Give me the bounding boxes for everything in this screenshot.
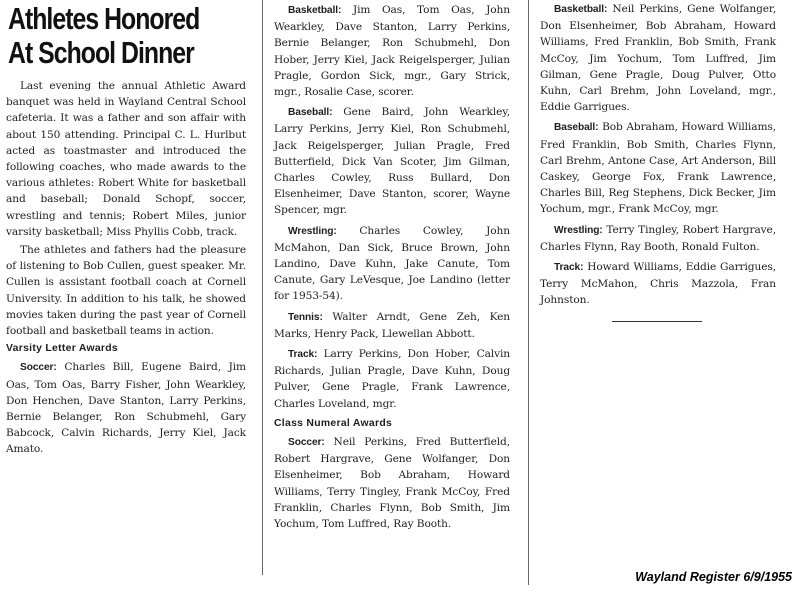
intro-paragraph: The athletes and fathers had the pleasure of listening to Bob Cullen, guest speaker. Mr. Cullen is assistant football coach at Cornell University. In addition to his talk, he showed movies taken during the past year of Cornell football and basketball teams in action. bbox=[6, 244, 246, 338]
column-1 bbox=[6, 0, 246, 462]
award-names: Neil Perkins, Fred Butterfield, Robert Hargrave, Gene Wolfanger, Don Elsenheimer, Bob Abraham, Howard Williams, Terry Tingley, Frank McCoy, Fred Franklin, Charles Flynn, Bob Smith, Jim Yochum, Tom Luffred, Ray Booth. bbox=[274, 436, 510, 531]
award-section-varsity-basketball bbox=[274, 2, 510, 100]
end-rule bbox=[612, 321, 702, 322]
award-sport: Basketball: bbox=[554, 4, 608, 15]
award-section-numeral-soccer bbox=[274, 434, 510, 532]
award-sport: Tennis: bbox=[288, 311, 323, 323]
award-sport: Soccer: bbox=[20, 362, 57, 374]
award-names: Gene Baird, John Wearkley, Larry Perkins, Jerry Kiel, Ron Schubmehl, Jack Reigelsperger, Julian Pragle, Fred Butterfield, Dick Van Scoter, Jim Gilman, Charles Cowley, Russ Bullard, Don Elsenheimer, Dave Stanton, scorer, Wayne Spencer, mgr. bbox=[274, 106, 510, 217]
award-names: Terry Tingley, Robert Hargrave, Charles Flynn, Ray Booth, Ronald Fulton. bbox=[540, 223, 776, 253]
column-2 bbox=[274, 2, 510, 536]
headline-line-1: Athletes Honored bbox=[8, 1, 200, 36]
award-section-numeral-baseball bbox=[540, 119, 776, 217]
award-names: Charles Bill, Eugene Baird, Jim Oas, Tom Oas, Barry Fisher, John Wearkley, Don Henchen, Dave Stanton, Larry Perkins, Bernie Belanger, Ron Schubmehl, Gary Babcock, Calvin Richards, Jerry Kiel, Jack Amato. bbox=[6, 361, 246, 456]
varsity-heading: Varsity Letter Awards bbox=[6, 343, 118, 355]
award-section-varsity-tennis bbox=[274, 309, 510, 342]
award-sport: Baseball: bbox=[554, 122, 599, 134]
award-sport: Basketball: bbox=[288, 5, 342, 16]
award-sport: Soccer: bbox=[288, 437, 325, 449]
award-section-varsity-track bbox=[274, 346, 510, 412]
award-names: Bob Abraham, Howard Williams, Fred Franklin, Bob Smith, Charles Flynn, Carl Brehm, Antone Case, Art Anderson, Bill Caskey, George Fox, Frank Lawrence, Charles Bill, Reg Stephens, Dick Becker, Jim Yochum, mgr., Frank McCoy, mgr. bbox=[540, 121, 776, 216]
award-section-varsity-baseball bbox=[274, 104, 510, 218]
award-names: Larry Perkins, Don Hober, Calvin Richards, Julian Pragle, Dave Kuhn, Doug Pulver, Gene Pragle, Frank Lawrence, Charles Loveland, mgr. bbox=[274, 348, 510, 410]
award-names: Howard Williams, Eddie Garrigues, Terry McMahon, Chris Mazzola, Fran Johnston. bbox=[540, 261, 776, 307]
award-sport: Baseball: bbox=[288, 107, 333, 119]
award-sport: Track: bbox=[554, 262, 584, 274]
award-section-varsity-wrestling bbox=[274, 223, 510, 305]
intro-paragraph: Last evening the annual Athletic Award banquet was held in Wayland Central School cafeteria. It was a father and son affair with about 150 attending. Principal C. L. Hurlbut acted as toastmaster and introduced the following coaches, who made awards to the various athletes: Robert White for basketball and baseball; Donald Schopf, soccer, wrestling and tennis; Robert Miles, junior varsity basketball; Miss Phyllis Cobb, track. bbox=[6, 80, 246, 238]
source-credit: Wayland Register 6/9/1955 bbox=[635, 570, 792, 584]
award-section-numeral-track bbox=[540, 259, 776, 309]
award-section-varsity-soccer bbox=[6, 359, 246, 457]
column-divider bbox=[262, 0, 263, 575]
headline-line-2: At School Dinner bbox=[8, 35, 194, 70]
award-section-numeral-wrestling bbox=[540, 222, 776, 255]
award-sport: Track: bbox=[288, 349, 318, 361]
award-names: Jim Oas, Tom Oas, John Wearkley, Dave Stanton, Larry Perkins, Bernie Belanger, Ron Schubmehl, Don Hober, Jerry Kiel, Jack Reigelsperger, Julian Pragle, Gordon Sick, mgr., Gary Strick, mgr., Rosalie Case, scorer. bbox=[274, 4, 510, 99]
column-3 bbox=[540, 1, 776, 322]
award-names: Neil Perkins, Gene Wolfanger, Don Elsenheimer, Bob Abraham, Howard Williams, Fred Franklin, Bob Smith, Frank McCoy, Jim Yochum, Tom Luffred, Jim Gilman, Gene Pragle, Doug Pulver, Otto Kuhn, Carl Brehm, John Loveland, mgr., Eddie Garrigues. bbox=[540, 3, 776, 114]
award-names: Walter Arndt, Gene Zeh, Ken Marks, Henry Pack, Llewellan Abbott. bbox=[274, 310, 510, 340]
award-section-numeral-basketball bbox=[540, 1, 776, 115]
award-sport: Wrestling: bbox=[554, 224, 603, 236]
award-sport: Wrestling: bbox=[288, 225, 337, 237]
numeral-heading: Class Numeral Awards bbox=[274, 417, 393, 429]
column-divider bbox=[528, 0, 529, 585]
award-names: Charles Cowley, John McMahon, Dan Sick, Bruce Brown, John Landino, Dave Kuhn, Jake Canute, Tom Canute, Gary LeVesque, Joe Landino (letter for 1953-54). bbox=[274, 224, 510, 303]
headline bbox=[8, 2, 248, 70]
